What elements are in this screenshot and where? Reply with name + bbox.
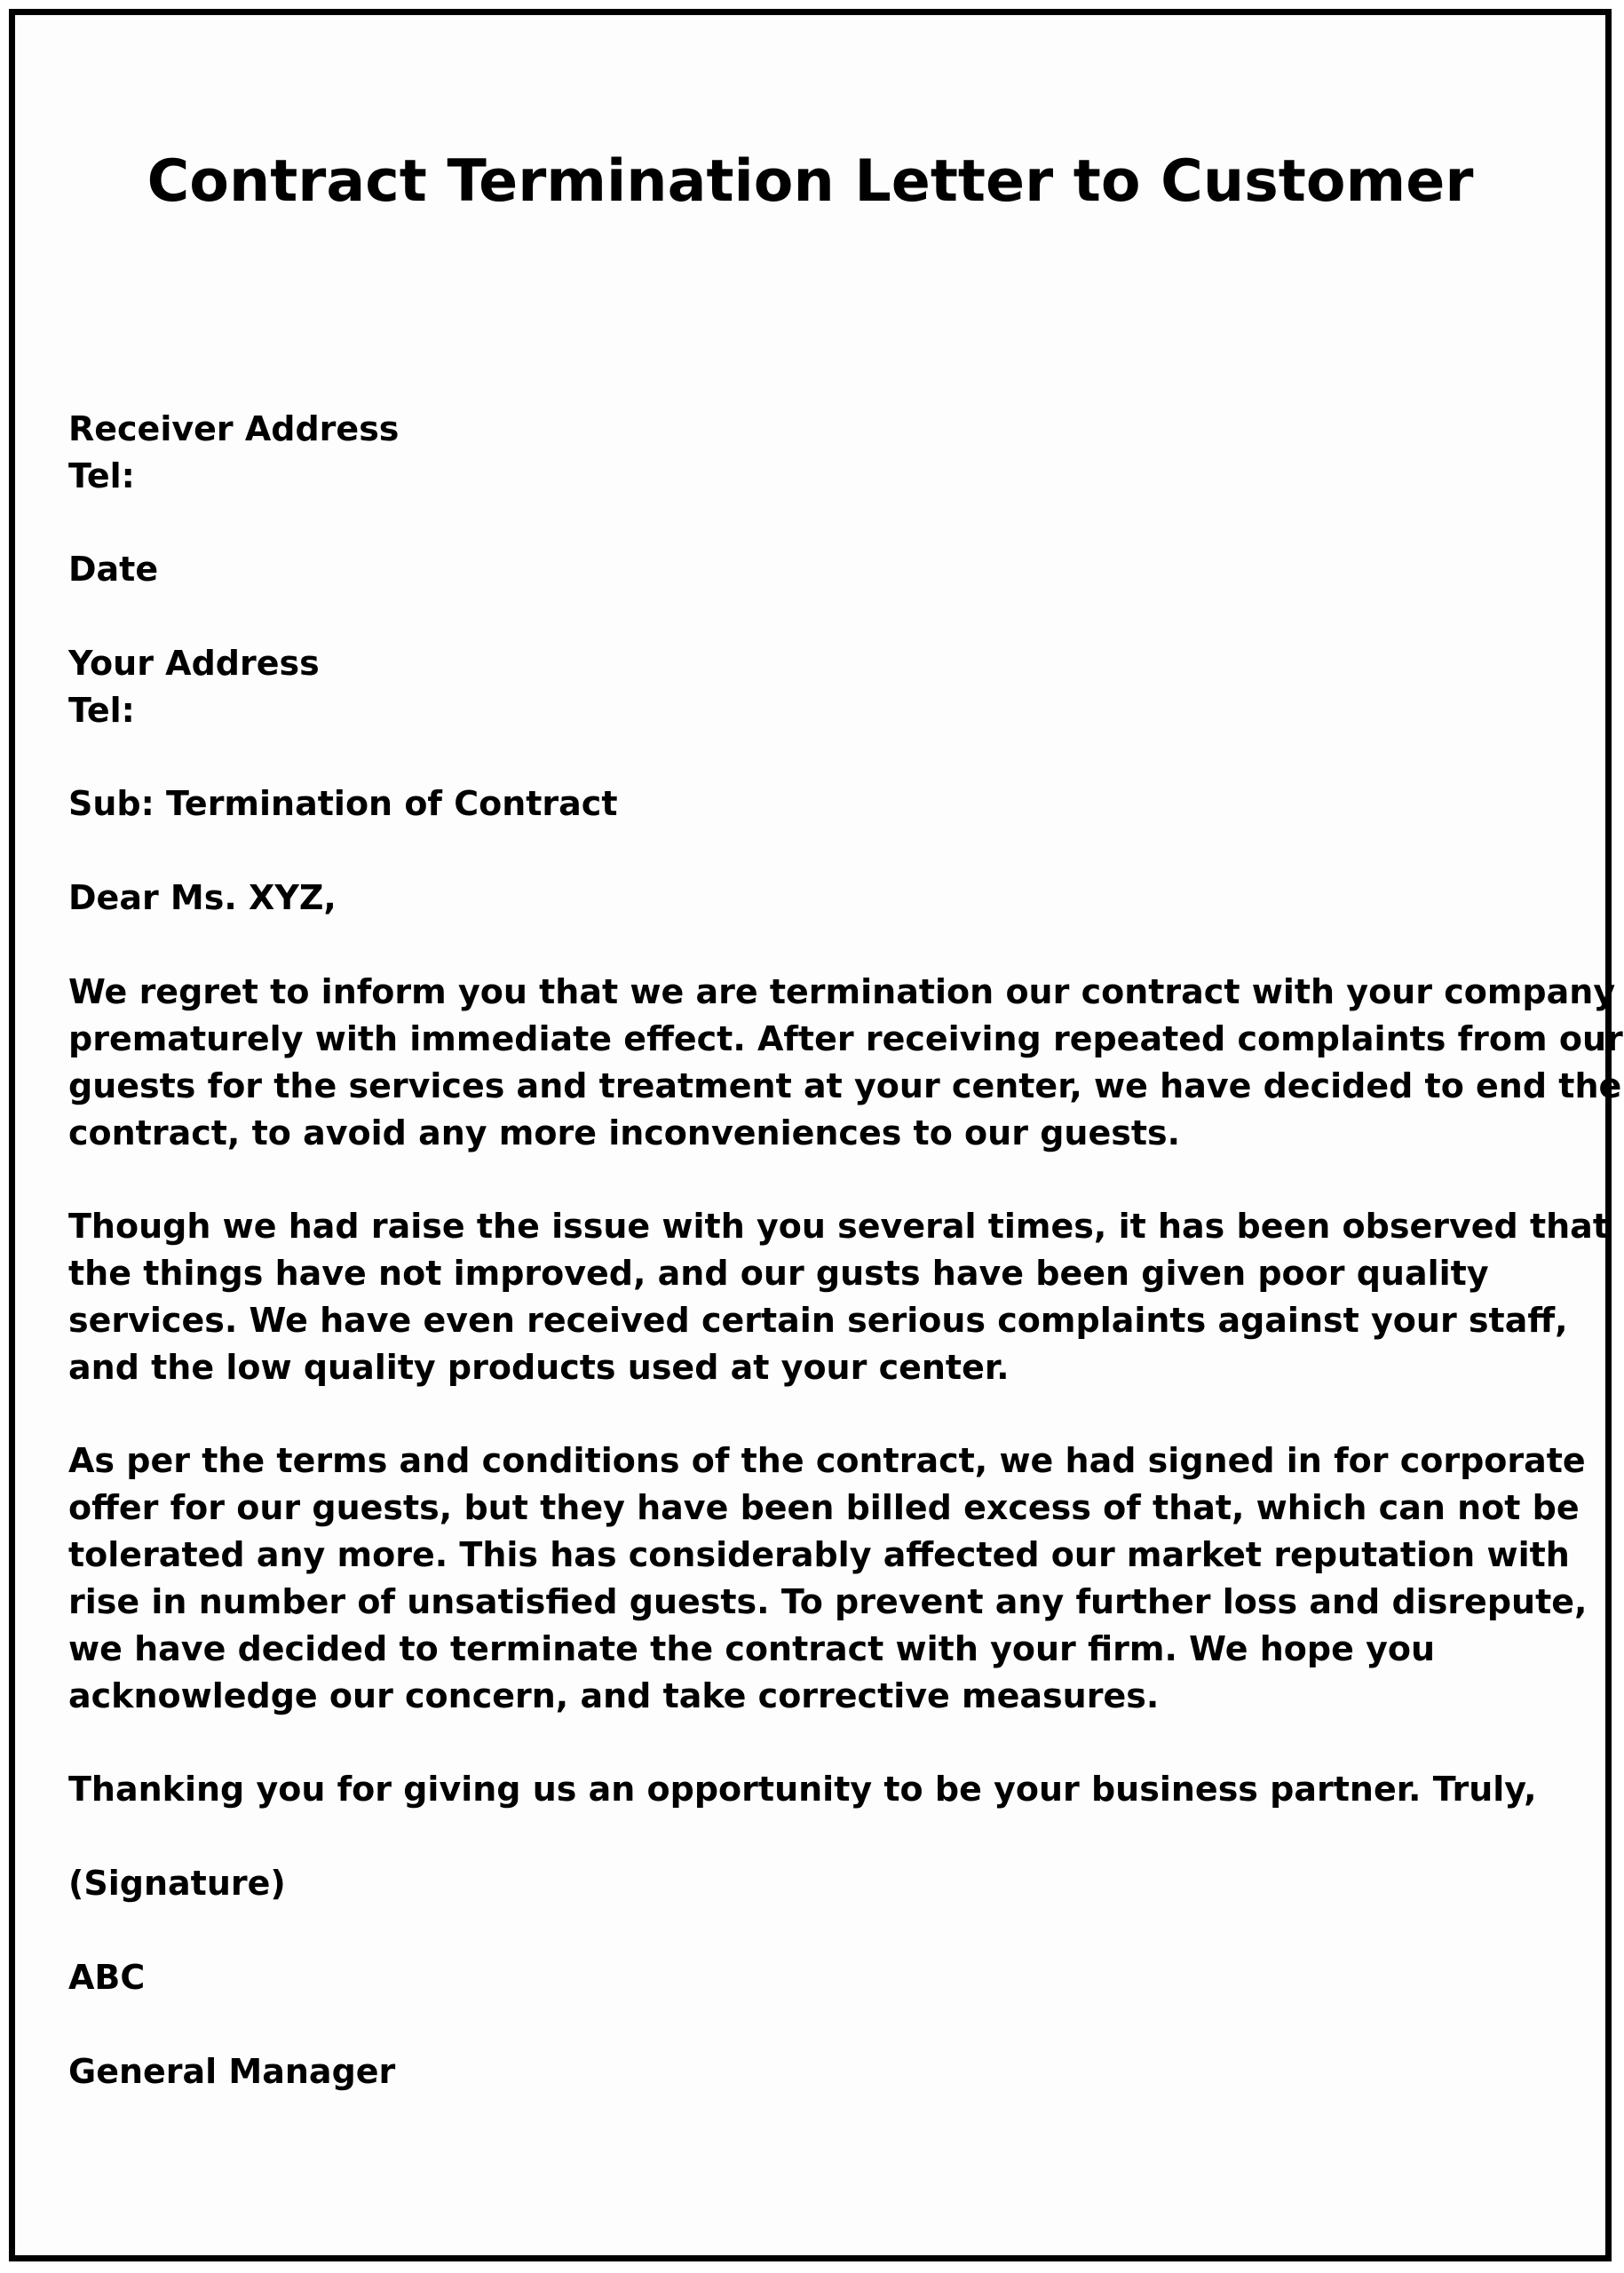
signature-block	[68, 1860, 1596, 1907]
paragraph-3-line: acknowledge our concern, and take corrective measures.	[68, 1676, 1160, 1715]
paragraph-1	[68, 969, 1623, 1157]
paragraph-1-line: We regret to inform you that we are termination our contract with your company	[68, 972, 1616, 1011]
paragraph-2-line: Though we had raise the issue with you several times, it has been observed that	[68, 1207, 1609, 1246]
letter-closing: Thanking you for giving us an opportunity to be your business partner. Truly,	[68, 1770, 1537, 1809]
sender-tel: Tel:	[68, 691, 135, 730]
receiver-address: Receiver Address	[68, 409, 400, 448]
sender-name-block	[68, 1954, 1596, 2001]
receiver-block	[68, 406, 1596, 500]
signature-placeholder: (Signature)	[68, 1864, 286, 1903]
paragraph-2-line: the things have not improved, and our gusts have been given poor quality	[68, 1254, 1489, 1293]
paragraph-2	[68, 1203, 1609, 1391]
sender-name: ABC	[68, 1958, 146, 1997]
letter-salutation: Dear Ms. XYZ,	[68, 878, 337, 917]
letter-title: Contract Termination Letter to Customer	[147, 148, 1474, 215]
paragraph-1-line: prematurely with immediate effect. After receiving repeated complaints from our	[68, 1019, 1623, 1058]
letter-page	[9, 9, 1623, 2261]
paragraph-3-line: we have decided to terminate the contract with your firm. We hope you	[68, 1629, 1436, 1668]
sender-block	[68, 640, 1596, 734]
paragraph-3	[68, 1437, 1596, 1720]
paragraph-2-line: and the low quality products used at your center.	[68, 1348, 1010, 1387]
sender-address: Your Address	[68, 644, 320, 683]
paragraph-1-line: contract, to avoid any more inconveniences to our guests.	[68, 1113, 1181, 1152]
paragraph-3-line: offer for our guests, but they have been billed excess of that, which can not be	[68, 1488, 1580, 1527]
paragraph-3-line: As per the terms and conditions of the contract, we had signed in for corporate	[68, 1441, 1586, 1480]
letter-date: Date	[68, 550, 159, 589]
subject-block	[68, 780, 1596, 828]
sender-title-block	[68, 2048, 1596, 2095]
date-block	[68, 546, 1596, 593]
closing-block	[68, 1766, 1596, 1813]
paragraph-1-line: guests for the services and treatment at your center, we have decided to end the	[68, 1066, 1622, 1105]
receiver-tel: Tel:	[68, 456, 135, 495]
paragraph-3-line: rise in number of unsatisfied guests. To prevent any further loss and disrepute,	[68, 1582, 1588, 1621]
letter-subject: Sub: Termination of Contract	[68, 784, 618, 823]
sender-title: General Manager	[68, 2052, 396, 2091]
paragraph-3-line: tolerated any more. This has considerably affected our market reputation with	[68, 1535, 1570, 1574]
paragraph-2-line: services. We have even received certain serious complaints against your staff,	[68, 1301, 1568, 1340]
salutation-block	[68, 875, 1596, 922]
